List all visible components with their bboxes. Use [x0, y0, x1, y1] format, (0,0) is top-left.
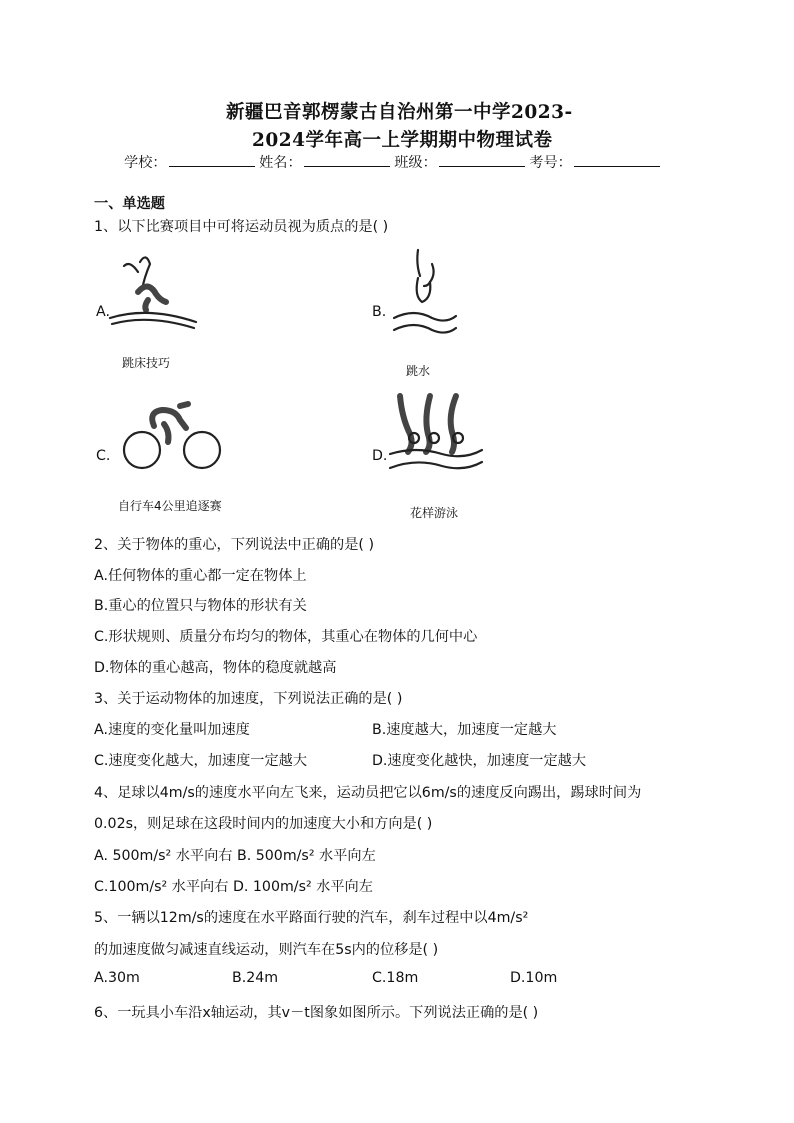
q1-option-c-caption: 自行车4公里追逐赛	[118, 499, 222, 513]
q1-option-d-caption: 花样游泳	[410, 506, 459, 520]
synchronized-swimming-figure	[386, 388, 486, 478]
exam-number-label: 考号：	[529, 155, 572, 171]
class-blank[interactable]	[439, 152, 525, 167]
question-5-stem-line2: 的加速度做匀减速直线运动，则汽车在5s内的位移是( )	[94, 942, 439, 958]
trampoline-figure	[108, 250, 198, 330]
q4-options-line1: A. 500m/s² 水平向右 B. 500m/s² 水平向左	[94, 848, 376, 864]
question-2-stem: 2、关于物体的重心，下列说法中正确的是( )	[94, 537, 374, 553]
q2-option-b: B.重心的位置只与物体的形状有关	[94, 598, 307, 614]
q3-option-b: B.速度越大，加速度一定越大	[372, 722, 557, 738]
q5-option-b: B.24m	[232, 970, 279, 986]
q2-option-c: C.形状规则、质量分布均匀的物体，其重心在物体的几何中心	[94, 629, 478, 645]
q5-option-d: D.10m	[510, 970, 558, 986]
q1-option-a-caption: 跳床技巧	[122, 356, 171, 370]
q5-option-c: C.18m	[372, 970, 419, 986]
q1-option-d-letter: D.	[372, 448, 388, 464]
info-fields	[124, 152, 660, 172]
section-title: 一、单选题	[94, 196, 165, 212]
q3-option-a: A.速度的变化量叫加速度	[94, 722, 250, 738]
question-4-stem-line1: 4、足球以4m/s的速度水平向左飞来，运动员把它以6m/s的速度反向踢出，踢球时间为	[94, 785, 642, 801]
q1-option-c-letter: C.	[96, 448, 111, 464]
name-label: 姓名：	[259, 155, 302, 171]
q3-option-c: C.速度变化越大，加速度一定越大	[94, 753, 308, 769]
class-label: 班级：	[394, 155, 437, 171]
school-blank[interactable]	[169, 152, 255, 167]
q4-options-line2: C.100m/s² 水平向右 D. 100m/s² 水平向左	[94, 879, 373, 895]
exam-number-blank[interactable]	[574, 152, 660, 167]
question-3-stem: 3、关于运动物体的加速度，下列说法正确的是( )	[94, 691, 403, 707]
cycling-figure	[118, 398, 228, 478]
name-blank[interactable]	[304, 152, 390, 167]
school-label: 学校：	[124, 155, 167, 171]
q2-option-a: A.任何物体的重心都一定在物体上	[94, 568, 307, 584]
page-title-line2: 2024学年高一上学期期中物理试卷	[252, 130, 553, 151]
q3-option-d: D.速度变化越快，加速度一定越大	[372, 753, 587, 769]
q2-option-d: D.物体的重心越高，物体的稳度就越高	[94, 660, 337, 676]
question-6-stem: 6、一玩具小车沿x轴运动，其v－t图象如图所示。下列说法正确的是( )	[94, 1005, 539, 1021]
q1-option-b-letter: B.	[372, 304, 387, 320]
question-5-stem-line1: 5、一辆以12m/s的速度在水平路面行驶的汽车，刹车过程中以4m/s²	[94, 910, 529, 926]
q5-option-a: A.30m	[94, 970, 140, 986]
q1-option-b-caption: 跳水	[406, 364, 431, 378]
q1-option-a-letter: A.	[96, 304, 110, 320]
page-title-line1: 新疆巴音郭楞蒙古自治州第一中学2023-	[226, 102, 573, 123]
diving-figure	[384, 246, 464, 336]
question-1-stem: 1、以下比赛项目中可将运动员视为质点的是( )	[94, 219, 389, 235]
question-4-stem-line2: 0.02s，则足球在这段时间内的加速度大小和方向是( )	[94, 816, 433, 832]
